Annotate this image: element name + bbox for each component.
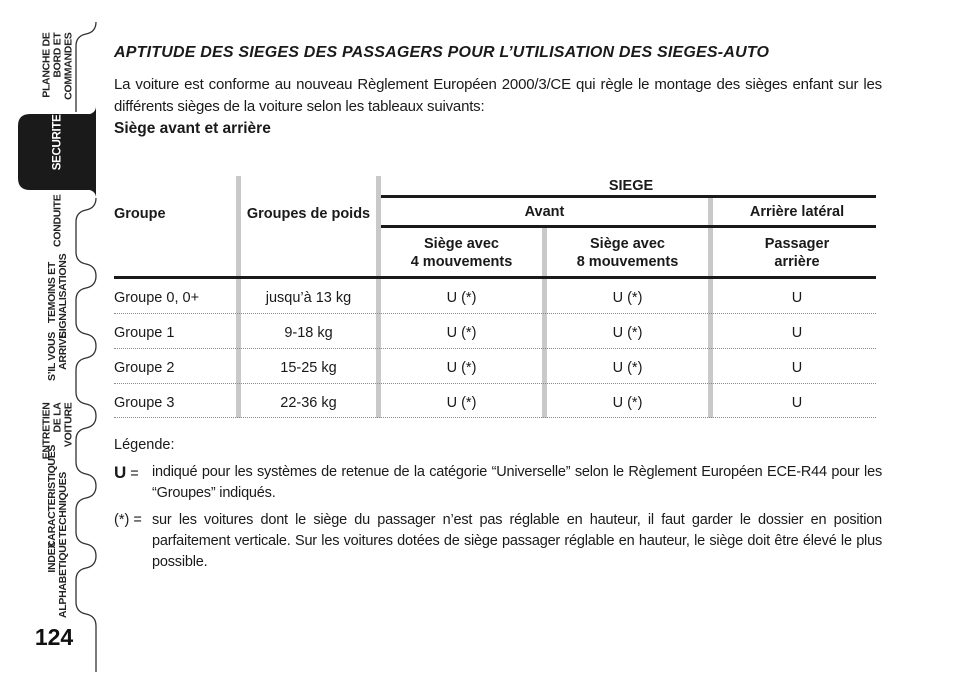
header-4-mouvements: Siège avec 4 mouvements [410,236,513,270]
legend-item-u [114,462,882,504]
legend-u-key [114,462,139,485]
cell-8-mouvements: U (*) [612,395,643,411]
cell-groupe: Groupe 3 [114,395,175,411]
cell-8-mouvements: U (*) [612,325,643,341]
header-siege: SIEGE [608,178,654,194]
tab-temoins-signalisations[interactable] [20,253,96,338]
subheading: Siège avant et arrière [114,120,271,137]
tab-caracteristiques-label: CARACTERISTIQUES TECHNIQUES [46,444,69,548]
cell-groupe: Groupe 1 [114,325,175,341]
tab-conduite-label: CONDUITE [51,194,64,247]
header-arriere-lateral: Arrière latéral [749,204,845,220]
chapter-sidebar [0,0,100,692]
legend-u-letter: U [114,463,127,482]
tab-temoins-label: TEMOINS ET SIGNALISATIONS [46,253,69,338]
table-divider [708,196,713,418]
page-number: 124 [34,624,74,650]
cell-poids: jusqu’à 13 kg [265,290,352,306]
tab-sil-vous-arrive-label: S’IL VOUS ARRIVE [46,332,69,382]
cell-passager-arriere: U [791,360,803,376]
cell-passager-arriere: U [791,290,803,306]
cell-groupe: Groupe 2 [114,360,175,376]
section-title: APTITUDE DES SIEGES DES PASSAGERS POUR L’UTILISATION DES SIEGES-AUTO [114,44,770,61]
tab-securite-label: SECURITE [51,114,64,170]
cell-4-mouvements: U (*) [446,290,477,306]
tab-index-label: INDEX ALPHABETIQUE [46,538,69,618]
tab-entretien[interactable] [20,402,96,472]
cell-poids: 22-36 kg [280,395,337,411]
legend-asterisk-text: sur les voitures dont le siège du passager n’est pas réglable en hauteur, il faut garder le dossier en position parfaitement verticale. Sur les voitures dotées de siège passager réglable en hauteur, le siège doit être élevé le plus possible. [152,512,882,570]
header-groupe: Groupe [114,206,166,222]
cell-8-mouvements: U (*) [612,360,643,376]
cell-groupe: Groupe 0, 0+ [114,290,200,306]
row-separator [114,383,876,384]
header-avant: Avant [524,204,565,220]
tab-entretien-label: ENTRETIEN DE LA VOITURE [40,402,75,459]
legend-u-equals: = [126,466,139,482]
tab-index-alphabetique[interactable] [20,538,96,618]
cell-4-mouvements: U (*) [446,325,477,341]
row-separator [114,417,876,418]
tab-planche-de-bord-label: PLANCHE DE BORD ET COMMANDES [40,32,75,100]
cell-4-mouvements: U (*) [446,395,477,411]
header-groupes-de-poids: Groupes de poids [246,206,371,222]
header-rule [381,225,876,228]
intro-paragraph: La voiture est conforme au nouveau Règlement Européen 2000/3/CE qui règle le montage des sièges enfant sur les différents sièges de la voiture selon les tableaux suivants: [114,76,882,115]
tab-caracteristiques[interactable] [20,444,96,548]
header-rule [381,195,876,198]
cell-poids: 15-25 kg [280,360,337,376]
legend-u-text: indiqué pour les systèmes de retenue de la catégorie “Universelle” selon le Règlement Européen ECE-R44 pour les “Groupes” indiqués. [152,464,882,501]
cell-passager-arriere: U [791,325,803,341]
cell-passager-arriere: U [791,395,803,411]
tab-conduite[interactable] [20,194,96,262]
legend-title: Légende: [114,437,175,453]
header-rule [114,276,876,279]
header-8-mouvements: Siège avec 8 mouvements [576,236,679,270]
tab-planche-de-bord[interactable] [20,34,96,106]
row-separator [114,348,876,349]
cell-4-mouvements: U (*) [446,360,477,376]
tab-securite[interactable] [20,116,96,188]
cell-8-mouvements: U (*) [612,290,643,306]
cell-poids: 9-18 kg [284,325,333,341]
legend-asterisk-key: (*) = [114,512,142,528]
header-passager-arriere: Passager arrière [764,236,830,270]
row-separator [114,313,876,314]
legend-item-asterisk [114,510,882,573]
tab-sil-vous-arrive[interactable] [20,332,96,402]
